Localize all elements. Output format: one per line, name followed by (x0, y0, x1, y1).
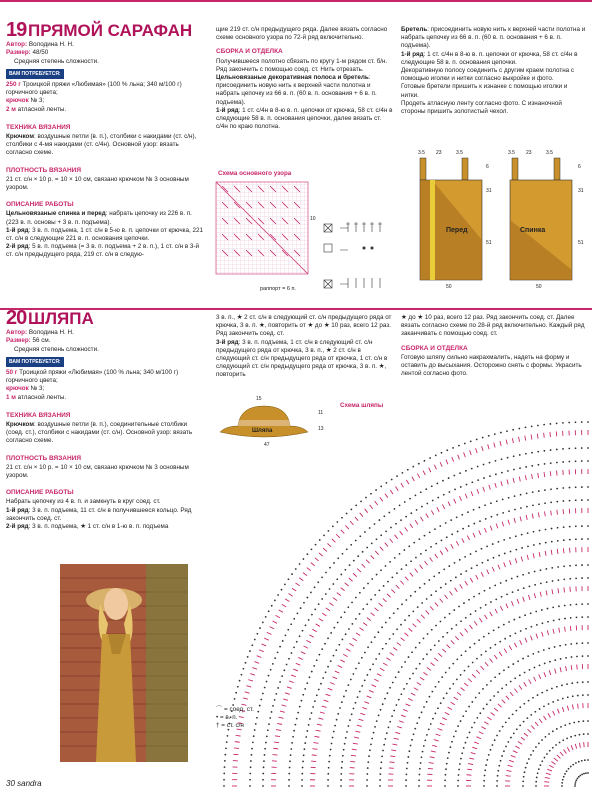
item19-author: Автор: Володина Н. Н. (6, 41, 74, 49)
dim-5: 3.5 (546, 150, 553, 156)
dim-7: 31 (486, 188, 492, 194)
hat-legend (216, 706, 306, 731)
item20-density-head: ПЛОТНОСТЬ ВЯЗАНИЯ (6, 454, 81, 462)
item20-materials: 50 г Троицкой пряжи «Любимая» (100 % льна; 340 м/100 г) горчичного цвета; крючок № 3; 1 м атласной ленты. (6, 369, 179, 401)
item20-desc-head: ОПИСАНИЕ РАБОТЫ (6, 489, 74, 497)
item19-desc-head: ОПИСАНИЕ РАБОТЫ (6, 201, 74, 209)
item20-size: Размер: 56 см. (6, 337, 51, 345)
item19-left-column (6, 19, 204, 260)
item19-pattern (416, 150, 586, 290)
item19-desc: Цельновязаные спинка и перед: набрать цепочку из 226 в. п. (223 в. п. основы + 3 в. п. подъема). 1-й ряд: 3 в. п. подъема, 1 ст. с/н в 5-ю в. п. цепочки от крючка, 221 ст. с/н в следующие 221 в. п. основания цепочки. 2-й ряд: 5 в. п. подъема (= 3 в. п. подъема + 2 в. п.), 1 ст. с/н в 3-й ст. с/н предыдущего ряда, 219 ст. с/н в следую- (6, 210, 203, 259)
item19-strap-4: Продеть атласную ленту согласно фото. С изнаночной стороны пришить золотистый чехол. (401, 99, 562, 116)
item20-tech: Крючком: воздушные петли (в. п.), соединительные столбики (соед. ст.), столбики с накидами (ст. с/н). Основной узор: вязать согласно схеме. (6, 421, 193, 445)
dim-2: 3.5 (456, 150, 463, 156)
item19-tech-head: ТЕХНИКА ВЯЗАНИЯ (6, 123, 71, 131)
model-photo (60, 564, 188, 762)
dim-3: 3.5 (508, 150, 515, 156)
item19-mid-column (216, 26, 394, 131)
item20-right-text: ★ до ★ 10 раз, всего 12 раз. Ряд закончить соед. ст. Далее вязать согласно схеме по 28-й ряд включительно. Каждый ряд заканчивать с помощью соед. ст. (401, 314, 585, 338)
item19-cont: щие 219 ст. с/н предыдущего ряда. Далее вязать согласно схеме основного узора по 72-й ряд включительно. (216, 26, 388, 42)
item19-need-tag: ВАМ ПОТРЕБУЕТСЯ: (6, 69, 64, 79)
item20-assembly: Готовую шляпу сильно накрахмалить, надеть на форму и оставить до высыхания. Осторожно снять с формы. Украсить лентой согласно фото. (401, 353, 582, 378)
item20-tech-head: ТЕХНИКА ВЯЗАНИЯ (6, 411, 71, 419)
dim-12: 31 (578, 188, 584, 194)
item20-density: 21 ст. с/н × 10 р. = 10 × 10 см, связано крючком № 3 основным узором. (6, 463, 189, 480)
legend-item-1: • = в. п. (216, 714, 238, 722)
dim-1: 23 (436, 150, 442, 156)
item20-author: Автор: Володина Н. Н. (6, 329, 74, 337)
item19-number: 19 (6, 19, 27, 41)
dim-0: 3.5 (418, 150, 425, 156)
item19-scheme-title: Схема основного узора (218, 170, 292, 177)
item19-strap-row: 1-й ряд: 1 ст. с/4н в 8-ю в. п. цепочки от крючка, 58 ст. с/4н в следующие 58 в. п. основания цепочки. (401, 50, 578, 66)
hat-dim-0: 15 (256, 396, 262, 402)
page-number: 30 (6, 779, 15, 788)
item20-row3: 3-й ряд: 3 в. п. подъема, 1 ст. с/н в следующий ст. с/н предыдущего ряда от крючка, 3 в. п., ★ 2 ст. с/н в следующий ст. с/н предыдущего ряда от крючка, 1 ст. с/н в следующий ст. с/н предыдущего ряда от крючка, 3 в. п. ★, повторить (216, 338, 388, 379)
hat-label: Шляпа (252, 428, 273, 434)
item19-strap-2: Декоративную полосу соединить с другим краем полотна с помощью иголки и нитки согласно выкройке и фото. (401, 67, 575, 83)
item20-mid-column (216, 314, 394, 380)
scheme-rapport: раппорт = 6 п. (260, 286, 296, 292)
dim-10: 50 (536, 284, 542, 290)
dim-11: 6 (578, 164, 581, 170)
item20-left-column (6, 307, 204, 531)
item20-name: ШЛЯПА (28, 309, 94, 328)
item20-number: 20 (6, 307, 27, 329)
item19-right-column (401, 26, 587, 116)
scheme-rows-label: 10 (310, 216, 316, 222)
item20-title (6, 307, 204, 329)
dim-9: 50 (446, 284, 452, 290)
hat-dim-2: 47 (264, 442, 270, 448)
top-rule (0, 0, 592, 2)
pattern-front-label: Перед (446, 227, 468, 234)
brand-name: sandra (17, 779, 42, 788)
item19-tech: Крючком: воздушные петли (в. п.), столбики с накидами (ст. с/н), столбики с 4-мя накидами (ст. с/4н). Основной узор: вязать согласно схеме. (6, 133, 197, 157)
hat-dim-1: 11 (318, 410, 324, 416)
item20-mid-text: 3 в. п., ★ 2 ст. с/н в следующий ст. с/н предыдущего ряда от крючка, 3 в. п. ★, повторить от ★ до ★ 10 раз, всего 12 раз. Ряд закончить соед. ст. (216, 314, 392, 338)
dim-4: 23 (526, 150, 532, 156)
item19-size: Размер: 48/50 (6, 49, 49, 57)
item19-scheme (216, 180, 392, 298)
item19-strap: Бретель: присоединить новую нить к верхней части полотна и набрать цепочку из 66 в. п. (60 в. п. основания + 6 в. п. подъема). (401, 26, 586, 50)
item19-name: ПРЯМОЙ САРАФАН (28, 21, 193, 40)
hat-scheme-title: Схема шляпы (340, 402, 384, 409)
hat-dim-3: 13 (318, 426, 324, 432)
item19-difficulty: Средняя степень сложности. (14, 57, 99, 65)
item20-assembly-head: СБОРКА И ОТДЕЛКА (401, 344, 468, 352)
item19-assembly: Получившееся полотно сбязать по кругу 1-м рядом ст. б/н. Ряд закончить с помощью соед. ст. Нить отрезать. (216, 57, 388, 73)
dim-13: 51 (578, 240, 584, 246)
item19-materials: 250 г Троицкой пряжи «Любимая» (100 % льна; 340 м/100 г) горчичного цвета; крючок № 3; 2 м атласной ленты. (6, 81, 182, 113)
item19-assembly-head: СБОРКА И ОТДЕЛКА (216, 48, 283, 56)
item20-desc: Набрать цепочку из 4 в. п. и замкнуть в круг соед. ст. 1-й ряд: 3 в. п. подъема, 11 ст. с/н в получившееся кольцо. Ряд закончить соед. ст. 2-й ряд: 3 в. п. подъема, ★ 1 ст. с/н в 1-ю в. п. подъема (6, 498, 192, 531)
legend-item-2: † = ст. с/н (216, 722, 244, 730)
pattern-back-label: Спинка (520, 227, 546, 234)
legend-item-0: ⌒ = соед. ст. (216, 706, 254, 713)
dim-8: 51 (486, 240, 492, 246)
item20-right-column (401, 314, 587, 378)
item20-need-tag: ВАМ ПОТРЕБУЕТСЯ: (6, 357, 64, 367)
item19-title (6, 19, 204, 41)
page-footer (6, 780, 42, 788)
dim-6: 6 (486, 164, 489, 170)
item19-density: 21 ст. с/н × 10 р. = 10 × 10 см, связано крючком № 3 основным узором. (6, 175, 189, 192)
item20-difficulty: Средняя степень сложности. (14, 345, 99, 353)
item19-decor: Цельновязаные декоративная полоса и бретель: присоединить новую нить к верхней части полотна и набрать цепочку из 66 в. п. (60 в. п. основания + 6 в. п. подъема). 1-й ряд: 1 ст. с/4н в 8-ю в. п. цепочки от крючка, 58 ст. с/4н в следующие 58 в. п. основания цепочки, далее вязать ст. с/4н по краю полотна. (216, 74, 393, 131)
item19-strap-3: Готовые бретели пришить к изнанке с помощью иголки и нитки. (401, 83, 568, 99)
item19-density-head: ПЛОТНОСТЬ ВЯЗАНИЯ (6, 166, 81, 174)
